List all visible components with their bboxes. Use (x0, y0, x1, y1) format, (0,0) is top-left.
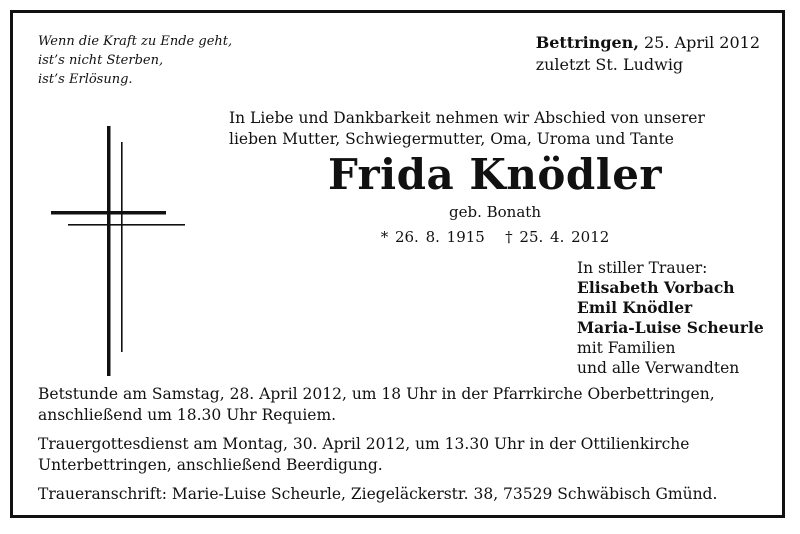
mourners-extra: mit Familien (577, 339, 676, 357)
last-residence: zuletzt St. Ludwig (535, 55, 684, 74)
motto-line: ist’s Erlösung. (38, 72, 133, 87)
deceased-name: Frida Knödler (327, 150, 663, 199)
intro-line: In Liebe und Dankbarkeit nehmen wir Abschied von unserer (229, 109, 705, 127)
mourners-heading: In stiller Trauer: (577, 259, 708, 277)
intro-line: lieben Mutter, Schwiegermutter, Oma, Uroma und Tante (229, 130, 674, 148)
motto-line: Wenn die Kraft zu Ende geht, (38, 34, 233, 49)
birth-name: geb. Bonath (449, 203, 541, 221)
prayer-hour-note: Betstunde am Samstag, 28. April 2012, um 18 Uhr in der Pfarrkirche Oberbettringen, anschließend um 18.30 Uhr Requiem. (38, 385, 715, 424)
place: Bettringen, (535, 33, 639, 52)
mourner-name: Emil Knödler (577, 298, 693, 317)
date: 25. April 2012 (643, 33, 760, 52)
mourners (577, 258, 764, 378)
mourner-name: Elisabeth Vorbach (577, 278, 735, 297)
motto (38, 32, 232, 89)
funeral-service-note: Trauergottesdienst am Montag, 30. April 2012, um 13.30 Uhr in der Ottilienkirche Unterbettringen, anschließend Beerdigung. (38, 435, 690, 474)
mourners-extra: und alle Verwandten (577, 359, 740, 377)
life-dates (0, 228, 800, 246)
life-dates-text: * 26. 8. 1915 † 25. 4. 2012 (380, 228, 610, 246)
motto-line: ist’s nicht Sterben, (38, 53, 164, 68)
intro-text (229, 108, 705, 150)
mourner-name: Maria-Luise Scheurle (577, 318, 764, 337)
place-date (536, 32, 760, 76)
mourning-address: Traueranschrift: Marie-Luise Scheurle, Ziegeläckerstr. 38, 73529 Schwäbisch Gmünd. (38, 485, 718, 503)
